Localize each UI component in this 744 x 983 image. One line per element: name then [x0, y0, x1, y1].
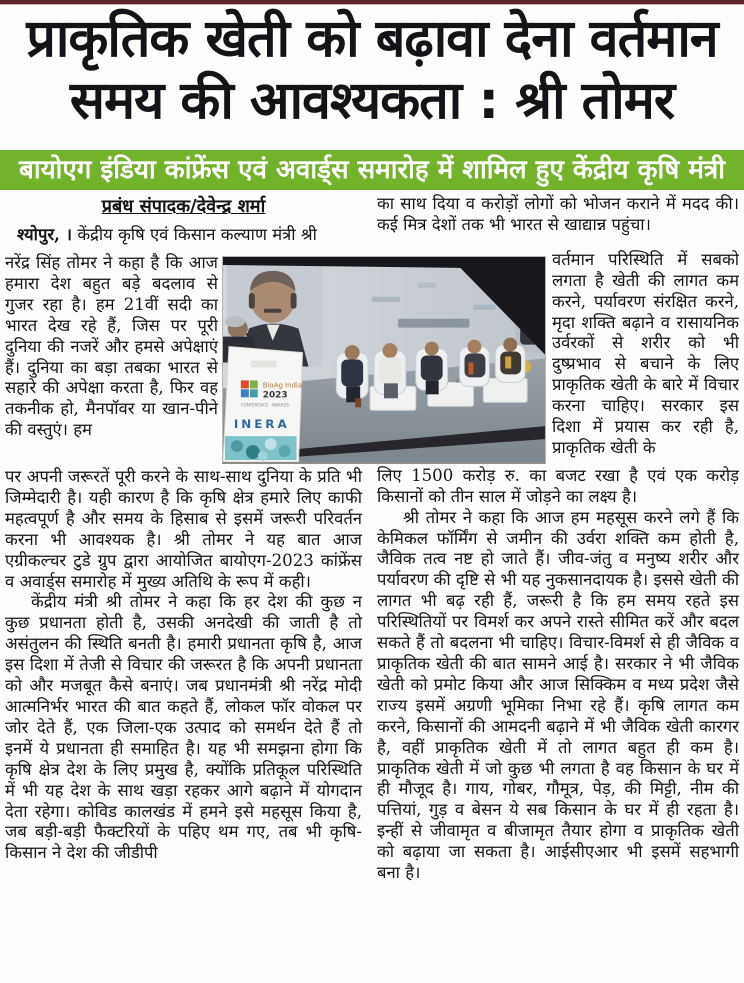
podium [223, 347, 303, 462]
conference-photo-illustration [223, 257, 545, 462]
bioag-logo-year: 2023 [262, 390, 288, 401]
bioag-logo-brand: BioAg India [262, 381, 303, 390]
article-body [0, 194, 744, 983]
conference-photo [222, 256, 546, 464]
headline [0, 8, 744, 132]
paragraph-1-lead [5, 224, 362, 245]
screen-logo [473, 305, 495, 310]
screen-logo [372, 297, 400, 302]
paragraph-2: केंद्रीय मंत्री श्री तोमर ने कहा कि हर देश की कुछ न कुछ प्रधानता होती है, उसकी अनदेखी की जाती है तो असंतुलन की स्थिति बनती है। हमारी प्रधानता कृषि है, आज इस दिशा में तेजी से विचार की जरूरत है कि अपनी प्रधानता को और मजबूत कैसे बनाएं। जब प्रधानमंत्री श्री नरेंद्र मोदी आत्मनिर्भर भारत की बात कहते हैं, लोकल फॉर वोकल पर जोर देते हैं, एक जिला-एक उत्पाद को समर्थन देते हैं तो इनमें ये प्रधानता ही समाहित है। यह भी समझना होगा कि कृषि क्षेत्र देश के लिए प्रमुख है, क्योंकि प्रतिकूल परिस्थिति में भी यह देश के साथ खड़ा रहकर आगे बढ़ाने में योगदान देता रहेगा। कोविड कालखंड में हमने इसे महसूस किया है, जब बड़ी-बड़ी फैक्टरियों के पहिए थम गए, तब भी कृषि-किसान ने देश की जीडीपी [5, 592, 362, 863]
headline-line-1: प्राकृतिक खेती को बढ़ावा देना वर्तमान [26, 9, 718, 69]
podium-crystal-art [225, 436, 297, 461]
paragraph-1-rest: पर अपनी जरूरतें पूरी करने के साथ-साथ दुनिया के प्रति भी जिम्मेदारी है। यही कारण है कि कृषि क्षेत्र हमारे लिए काफी महत्वपूर्ण है और समय के हिसाब से इसमें जरूरी परिवर्तन करना भी आवश्यक है। श्री तोमर ने यह बात आज एग्रीकल्चर टुडे ग्रुप द्वारा आयोजित बायोएग-2023 कांफ्रेंस व अवार्ड्स समारोह में मुख्य अतिथि के रूप में कही। [5, 467, 362, 591]
podium-inera-text: INERA [233, 417, 290, 432]
paragraph-3: श्री तोमर ने कहा कि आज हम महसूस करने लगे हैं कि केमिकल फॉर्मिंग से जमीन की उर्वरा शक्ति कम होती है, जैविक तत्व नष्ट हो जाते हैं। जीव-जंतु व मनुष्य शरीर और पर्यावरण की दृष्टि से भी यह नुकसानदायक है। इससे खेती की लागत भी बढ़ रही हैं, जरूरी है कि हम समय रहते इस परिस्थितियों पर विमर्श कर अपने रास्ते सीमित करें और बदल सकते हैं तो बदलना भी चाहिए। विचार-विमर्श से ही जैविक व प्राकृतिक खेती की बात सामने आई है। सरकार ने भी जैविक खेती को प्रमोट किया और आज सिक्किम व मध्य प्रदेश जैसे राज्य इसमें अग्रणी भूमिका निभा रहे हैं। कृषि लागत कम करने, किसानों की आमदनी बढ़ाने में भी जैविक खेती कारगर है, वहीं प्राकृतिक खेती में तो लागत बहुत ही कम है। प्राकृतिक खेती में जो कुछ भी लगता है वह किसान के घर में ही मौजूद है। गाय, गोबर, गौमूत्र, पेड़, की मिट्टी, नीम की पत्तियां, गुड़ व बेसन ये सब किसान के घर में ही रहता है। इन्हीं से जीवामृत व बीजामृत तैयार होगा व प्राकृतिक खेती को बढ़ाया जा सकता है। आईसीएआर भी इसमें सहभागी बना है। [377, 507, 739, 883]
screen-banner [398, 319, 470, 328]
bioag-logo-subtext: CONFERENCE · AWARDS [240, 402, 290, 408]
subheadline-strip: बायोएग इंडिया कांफ्रेंस एवं अवार्ड्स समारोह में शामिल हुए केंद्रीय कृषि मंत्री [0, 150, 744, 190]
screen-logo [418, 283, 436, 288]
paragraph-1-beside-photo: नरेंद्र सिंह तोमर ने कहा है कि आज हमारा देश बहुत बड़े बदलाव से गुजर रहा है। हम 21वीं सदी का भारत देख रहे हैं, जिस पर पूरी दुनिया की नजरें और हमसे अपेक्षाएं हैं। दुनिया का बड़ा तबका भारत से सहारे की अपेक्षा करता है, फिर वह तकनीक हो, मैनपॉवर या खान-पीने की वस्तुएं। हम [5, 253, 218, 440]
headline-line-2: समय की आवश्यकता : श्री तोमर [69, 71, 675, 131]
top-rule [0, 0, 744, 5]
dateline: श्योपुर, । [17, 224, 73, 244]
byline: प्रबंध संपादक/देवेन्द्र शर्मा [101, 196, 266, 217]
paragraph-continued-rest: लिए 1500 करोड़ रु. का बजट रखा है एवं एक करोड़ किसानों को तीन साल में जोड़ने का लक्ष्य है। [377, 465, 739, 506]
paragraph-continued-beside-photo: वर्तमान परिस्थिति में सबको लगता है खेती की लागत कम करने, पर्यावरण संरक्षित करने, मृदा शक्ति बढ़ाने व रासायनिक उर्वरकों से शरीर को भी दुष्प्रभाव से बचाने के लिए प्राकृतिक खेती के बारे में विचार करना चाहिए। सरकार इस दिशा में प्रयास कर रही है, प्राकृतिक खेती के [552, 249, 739, 457]
paragraph-continued-top: का साथ दिया व करोड़ों लोगों को भोजन कराने में मदद की। कई मित्र देशों तक भी भारत से खाद्यान्न पहुंचा। [377, 194, 739, 234]
paragraph-1-lead-text: केंद्रीय कृषि एवं किसान कल्याण मंत्री श्री [77, 225, 317, 244]
